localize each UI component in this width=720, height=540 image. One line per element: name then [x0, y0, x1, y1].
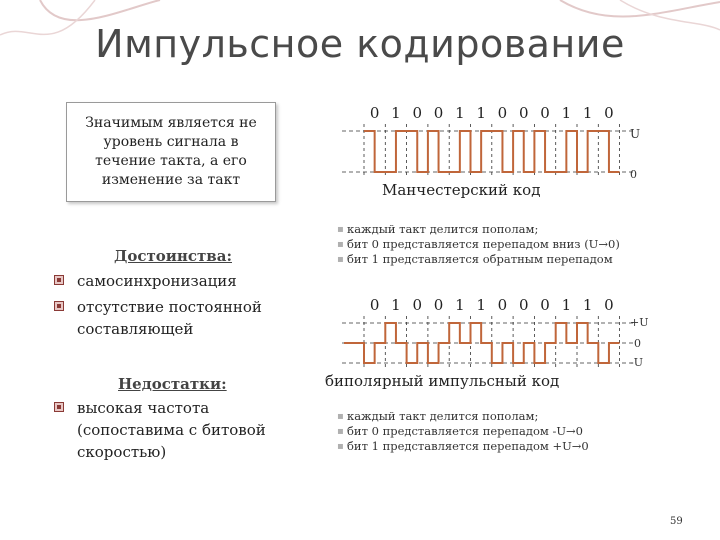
manchester-bit-label: 0: [412, 104, 423, 122]
manchester-note: ▪ каждый такт делится пополам;: [337, 222, 620, 237]
manchester-bit-label: 1: [561, 104, 572, 122]
manchester-bit-label: 1: [476, 104, 486, 122]
bipolar-bit-label: 1: [455, 296, 465, 314]
manchester-note: ▪ бит 1 представляется обратным перепадом: [337, 252, 620, 267]
bipolar-bit-label: 1: [476, 296, 486, 314]
bipolar-bit-label: 0: [433, 296, 444, 314]
bipolar-bit-label: 0: [412, 296, 423, 314]
bipolar-level-high: +U: [630, 316, 649, 329]
note-text: Значимым является не уровень сигнала в течение такта, а его изменение за такт: [85, 115, 257, 188]
advantage-item: отсутствие постоянной составляющей: [57, 296, 287, 340]
disadvantage-item: высокая частота (сопоставима с битовой скоростью): [57, 397, 287, 463]
bipolar-caption: биполярный импульсный код: [325, 372, 560, 390]
bipolar-bit-label: 0: [540, 296, 550, 314]
bipolar-signal-line: [344, 323, 620, 363]
manchester-level-low: 0: [630, 168, 637, 181]
bipolar-notes: [337, 409, 589, 454]
bipolar-bit-label: 0: [604, 296, 614, 314]
bipolar-level-mid: 0: [634, 337, 641, 350]
manchester-bit-label: 0: [540, 104, 550, 122]
manchester-bit-label: 0: [497, 104, 508, 122]
manchester-bit-label: 0: [604, 104, 614, 122]
bipolar-bit-label: 1: [582, 296, 593, 314]
advantage-item: самосинхронизация: [57, 270, 287, 292]
manchester-bit-label: 1: [391, 104, 401, 122]
manchester-bit-label: 0: [369, 104, 380, 122]
manchester-bit-label: 0: [518, 104, 529, 122]
bipolar-bit-label: 0: [497, 296, 508, 314]
bipolar-bit-label: 0: [518, 296, 529, 314]
manchester-caption: Манчестерский код: [382, 181, 541, 199]
bipolar-note: ▪ бит 0 представляется перепадом -U→0: [337, 424, 589, 439]
manchester-bit-label: 1: [582, 104, 593, 122]
manchester-bit-label: 0: [433, 104, 444, 122]
bipolar-note: ▪ каждый такт делится пополам;: [337, 409, 589, 424]
manchester-bit-label: 1: [455, 104, 465, 122]
bipolar-level-low: -U: [630, 356, 643, 369]
page-number: 59: [670, 516, 683, 527]
advantages-header: Достоинства:: [114, 247, 232, 265]
bipolar-bit-label: 1: [561, 296, 572, 314]
disadvantages-header: Недостатки:: [118, 375, 227, 393]
bipolar-bit-label: 0: [369, 296, 380, 314]
manchester-note: ▪ бит 0 представляется перепадом вниз (U→0): [337, 237, 620, 252]
bipolar-bit-label: 1: [391, 296, 401, 314]
manchester-level-high: U: [630, 127, 641, 141]
bipolar-note: ▪ бит 1 представляется перепадом +U→0: [337, 439, 589, 454]
slide-title: Импульсное кодирование: [95, 22, 625, 66]
